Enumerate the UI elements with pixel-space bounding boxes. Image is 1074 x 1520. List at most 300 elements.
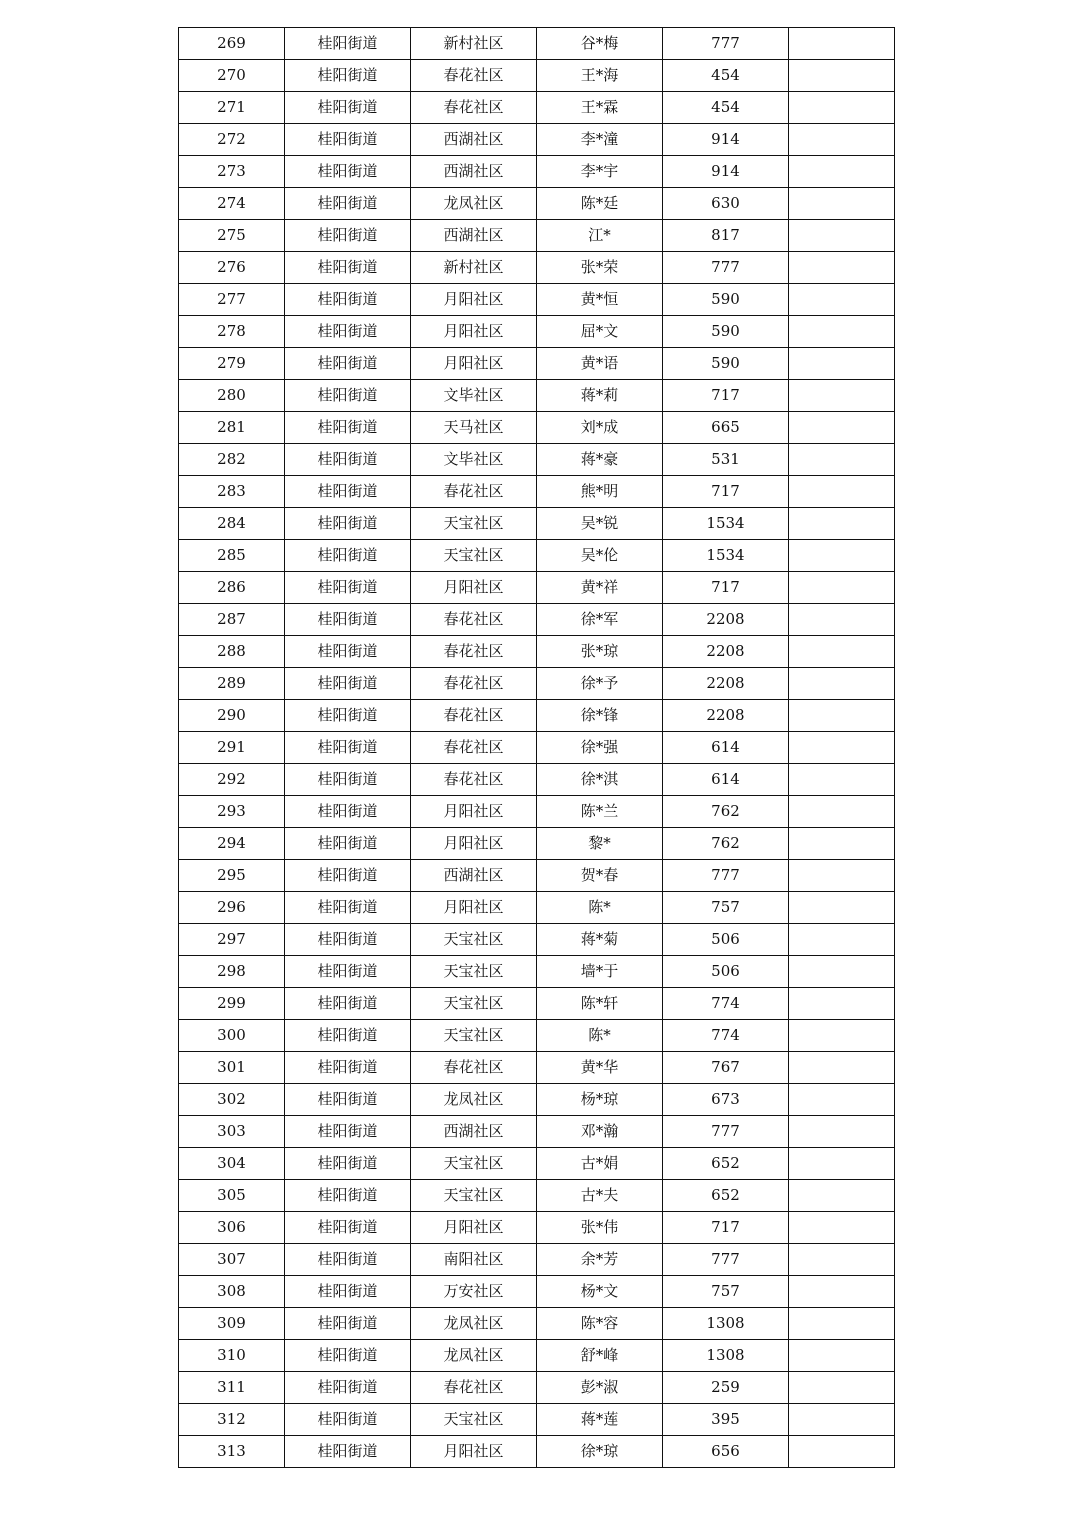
amount-cell: 590 bbox=[663, 316, 789, 348]
community-cell: 天宝社区 bbox=[411, 540, 537, 572]
name-cell: 蒋*莲 bbox=[537, 1404, 663, 1436]
name-cell: 徐*琼 bbox=[537, 1436, 663, 1468]
name-cell: 舒*峰 bbox=[537, 1340, 663, 1372]
table-row bbox=[179, 476, 895, 508]
table-row bbox=[179, 1404, 895, 1436]
amount-cell: 506 bbox=[663, 924, 789, 956]
remark-cell bbox=[789, 1084, 895, 1116]
amount-cell: 762 bbox=[663, 828, 789, 860]
remark-cell bbox=[789, 1180, 895, 1212]
remark-cell bbox=[789, 796, 895, 828]
name-cell: 徐*锋 bbox=[537, 700, 663, 732]
community-cell: 龙凤社区 bbox=[411, 1340, 537, 1372]
row-number-cell: 283 bbox=[179, 476, 285, 508]
community-cell: 新村社区 bbox=[411, 28, 537, 60]
community-cell: 春花社区 bbox=[411, 604, 537, 636]
row-number-cell: 276 bbox=[179, 252, 285, 284]
row-number-cell: 280 bbox=[179, 380, 285, 412]
table-row bbox=[179, 1372, 895, 1404]
table-row bbox=[179, 124, 895, 156]
remark-cell bbox=[789, 348, 895, 380]
amount-cell: 656 bbox=[663, 1436, 789, 1468]
street-cell: 桂阳街道 bbox=[285, 956, 411, 988]
community-cell: 春花社区 bbox=[411, 700, 537, 732]
community-cell: 春花社区 bbox=[411, 1372, 537, 1404]
community-cell: 西湖社区 bbox=[411, 220, 537, 252]
street-cell: 桂阳街道 bbox=[285, 252, 411, 284]
remark-cell bbox=[789, 988, 895, 1020]
remark-cell bbox=[789, 668, 895, 700]
community-cell: 文毕社区 bbox=[411, 444, 537, 476]
street-cell: 桂阳街道 bbox=[285, 1340, 411, 1372]
table-row bbox=[179, 1436, 895, 1468]
community-cell: 龙凤社区 bbox=[411, 1084, 537, 1116]
amount-cell: 2208 bbox=[663, 700, 789, 732]
amount-cell: 762 bbox=[663, 796, 789, 828]
amount-cell: 757 bbox=[663, 892, 789, 924]
table-row bbox=[179, 1020, 895, 1052]
name-cell: 徐*淇 bbox=[537, 764, 663, 796]
amount-cell: 1308 bbox=[663, 1308, 789, 1340]
name-cell: 黎* bbox=[537, 828, 663, 860]
row-number-cell: 307 bbox=[179, 1244, 285, 1276]
amount-cell: 777 bbox=[663, 28, 789, 60]
street-cell: 桂阳街道 bbox=[285, 796, 411, 828]
amount-cell: 817 bbox=[663, 220, 789, 252]
table-row bbox=[179, 636, 895, 668]
street-cell: 桂阳街道 bbox=[285, 1276, 411, 1308]
name-cell: 张*荣 bbox=[537, 252, 663, 284]
community-cell: 月阳社区 bbox=[411, 316, 537, 348]
amount-cell: 652 bbox=[663, 1180, 789, 1212]
name-cell: 墙*于 bbox=[537, 956, 663, 988]
remark-cell bbox=[789, 156, 895, 188]
street-cell: 桂阳街道 bbox=[285, 444, 411, 476]
table-row bbox=[179, 1180, 895, 1212]
street-cell: 桂阳街道 bbox=[285, 892, 411, 924]
name-cell: 蒋*莉 bbox=[537, 380, 663, 412]
name-cell: 贺*春 bbox=[537, 860, 663, 892]
name-cell: 熊*明 bbox=[537, 476, 663, 508]
name-cell: 张*伟 bbox=[537, 1212, 663, 1244]
row-number-cell: 284 bbox=[179, 508, 285, 540]
amount-cell: 630 bbox=[663, 188, 789, 220]
row-number-cell: 270 bbox=[179, 60, 285, 92]
community-cell: 天宝社区 bbox=[411, 956, 537, 988]
remark-cell bbox=[789, 412, 895, 444]
remark-cell bbox=[789, 1116, 895, 1148]
row-number-cell: 289 bbox=[179, 668, 285, 700]
community-cell: 龙凤社区 bbox=[411, 1308, 537, 1340]
table-row bbox=[179, 572, 895, 604]
street-cell: 桂阳街道 bbox=[285, 508, 411, 540]
table-row bbox=[179, 860, 895, 892]
table-row bbox=[179, 188, 895, 220]
row-number-cell: 303 bbox=[179, 1116, 285, 1148]
table-row bbox=[179, 1052, 895, 1084]
street-cell: 桂阳街道 bbox=[285, 764, 411, 796]
table-row bbox=[179, 604, 895, 636]
name-cell: 蒋*菊 bbox=[537, 924, 663, 956]
table-row bbox=[179, 956, 895, 988]
name-cell: 王*霖 bbox=[537, 92, 663, 124]
name-cell: 刘*成 bbox=[537, 412, 663, 444]
row-number-cell: 285 bbox=[179, 540, 285, 572]
street-cell: 桂阳街道 bbox=[285, 1180, 411, 1212]
remark-cell bbox=[789, 1212, 895, 1244]
remark-cell bbox=[789, 924, 895, 956]
street-cell: 桂阳街道 bbox=[285, 476, 411, 508]
row-number-cell: 271 bbox=[179, 92, 285, 124]
table-row bbox=[179, 540, 895, 572]
street-cell: 桂阳街道 bbox=[285, 1020, 411, 1052]
street-cell: 桂阳街道 bbox=[285, 28, 411, 60]
street-cell: 桂阳街道 bbox=[285, 412, 411, 444]
community-cell: 万安社区 bbox=[411, 1276, 537, 1308]
amount-cell: 665 bbox=[663, 412, 789, 444]
amount-cell: 757 bbox=[663, 1276, 789, 1308]
amount-cell: 914 bbox=[663, 156, 789, 188]
table-row bbox=[179, 1340, 895, 1372]
street-cell: 桂阳街道 bbox=[285, 540, 411, 572]
row-number-cell: 305 bbox=[179, 1180, 285, 1212]
amount-cell: 777 bbox=[663, 1244, 789, 1276]
community-cell: 春花社区 bbox=[411, 732, 537, 764]
name-cell: 黄*祥 bbox=[537, 572, 663, 604]
community-cell: 南阳社区 bbox=[411, 1244, 537, 1276]
name-cell: 徐*强 bbox=[537, 732, 663, 764]
amount-cell: 259 bbox=[663, 1372, 789, 1404]
row-number-cell: 309 bbox=[179, 1308, 285, 1340]
street-cell: 桂阳街道 bbox=[285, 348, 411, 380]
row-number-cell: 281 bbox=[179, 412, 285, 444]
name-cell: 陈*容 bbox=[537, 1308, 663, 1340]
row-number-cell: 304 bbox=[179, 1148, 285, 1180]
amount-cell: 2208 bbox=[663, 636, 789, 668]
community-cell: 天马社区 bbox=[411, 412, 537, 444]
amount-cell: 2208 bbox=[663, 604, 789, 636]
amount-cell: 1534 bbox=[663, 508, 789, 540]
community-cell: 天宝社区 bbox=[411, 924, 537, 956]
street-cell: 桂阳街道 bbox=[285, 1052, 411, 1084]
name-cell: 陈*轩 bbox=[537, 988, 663, 1020]
table-row bbox=[179, 668, 895, 700]
street-cell: 桂阳街道 bbox=[285, 1084, 411, 1116]
community-cell: 春花社区 bbox=[411, 92, 537, 124]
row-number-cell: 290 bbox=[179, 700, 285, 732]
remark-cell bbox=[789, 1020, 895, 1052]
table-row bbox=[179, 380, 895, 412]
name-cell: 陈* bbox=[537, 892, 663, 924]
remark-cell bbox=[789, 92, 895, 124]
table-row bbox=[179, 1116, 895, 1148]
table-row bbox=[179, 444, 895, 476]
remark-cell bbox=[789, 1052, 895, 1084]
street-cell: 桂阳街道 bbox=[285, 92, 411, 124]
name-cell: 古*娟 bbox=[537, 1148, 663, 1180]
street-cell: 桂阳街道 bbox=[285, 1404, 411, 1436]
street-cell: 桂阳街道 bbox=[285, 860, 411, 892]
remark-cell bbox=[789, 508, 895, 540]
data-sheet bbox=[178, 27, 894, 1468]
row-number-cell: 302 bbox=[179, 1084, 285, 1116]
remark-cell bbox=[789, 380, 895, 412]
street-cell: 桂阳街道 bbox=[285, 220, 411, 252]
amount-cell: 1308 bbox=[663, 1340, 789, 1372]
street-cell: 桂阳街道 bbox=[285, 316, 411, 348]
row-number-cell: 294 bbox=[179, 828, 285, 860]
row-number-cell: 293 bbox=[179, 796, 285, 828]
street-cell: 桂阳街道 bbox=[285, 156, 411, 188]
amount-cell: 454 bbox=[663, 60, 789, 92]
table-row bbox=[179, 1244, 895, 1276]
street-cell: 桂阳街道 bbox=[285, 380, 411, 412]
subsidy-table bbox=[178, 27, 895, 1468]
community-cell: 月阳社区 bbox=[411, 284, 537, 316]
community-cell: 天宝社区 bbox=[411, 988, 537, 1020]
name-cell: 谷*梅 bbox=[537, 28, 663, 60]
name-cell: 黄*华 bbox=[537, 1052, 663, 1084]
street-cell: 桂阳街道 bbox=[285, 1116, 411, 1148]
street-cell: 桂阳街道 bbox=[285, 124, 411, 156]
table-body bbox=[179, 28, 895, 1468]
row-number-cell: 306 bbox=[179, 1212, 285, 1244]
community-cell: 月阳社区 bbox=[411, 348, 537, 380]
table-row bbox=[179, 892, 895, 924]
amount-cell: 774 bbox=[663, 1020, 789, 1052]
remark-cell bbox=[789, 860, 895, 892]
remark-cell bbox=[789, 956, 895, 988]
amount-cell: 777 bbox=[663, 252, 789, 284]
community-cell: 西湖社区 bbox=[411, 124, 537, 156]
community-cell: 春花社区 bbox=[411, 668, 537, 700]
street-cell: 桂阳街道 bbox=[285, 1308, 411, 1340]
community-cell: 月阳社区 bbox=[411, 572, 537, 604]
street-cell: 桂阳街道 bbox=[285, 1372, 411, 1404]
amount-cell: 506 bbox=[663, 956, 789, 988]
amount-cell: 590 bbox=[663, 284, 789, 316]
row-number-cell: 297 bbox=[179, 924, 285, 956]
row-number-cell: 300 bbox=[179, 1020, 285, 1052]
row-number-cell: 311 bbox=[179, 1372, 285, 1404]
community-cell: 春花社区 bbox=[411, 636, 537, 668]
community-cell: 春花社区 bbox=[411, 60, 537, 92]
amount-cell: 774 bbox=[663, 988, 789, 1020]
table-row bbox=[179, 252, 895, 284]
street-cell: 桂阳街道 bbox=[285, 1148, 411, 1180]
remark-cell bbox=[789, 28, 895, 60]
remark-cell bbox=[789, 572, 895, 604]
row-number-cell: 295 bbox=[179, 860, 285, 892]
name-cell: 陈*廷 bbox=[537, 188, 663, 220]
amount-cell: 652 bbox=[663, 1148, 789, 1180]
remark-cell bbox=[789, 444, 895, 476]
community-cell: 西湖社区 bbox=[411, 1116, 537, 1148]
table-row bbox=[179, 732, 895, 764]
remark-cell bbox=[789, 1404, 895, 1436]
community-cell: 天宝社区 bbox=[411, 1020, 537, 1052]
amount-cell: 614 bbox=[663, 764, 789, 796]
name-cell: 张*琼 bbox=[537, 636, 663, 668]
amount-cell: 717 bbox=[663, 1212, 789, 1244]
community-cell: 月阳社区 bbox=[411, 796, 537, 828]
remark-cell bbox=[789, 252, 895, 284]
community-cell: 月阳社区 bbox=[411, 828, 537, 860]
amount-cell: 614 bbox=[663, 732, 789, 764]
street-cell: 桂阳街道 bbox=[285, 668, 411, 700]
remark-cell bbox=[789, 316, 895, 348]
street-cell: 桂阳街道 bbox=[285, 604, 411, 636]
remark-cell bbox=[789, 604, 895, 636]
table-row bbox=[179, 1276, 895, 1308]
remark-cell bbox=[789, 732, 895, 764]
street-cell: 桂阳街道 bbox=[285, 700, 411, 732]
row-number-cell: 310 bbox=[179, 1340, 285, 1372]
row-number-cell: 287 bbox=[179, 604, 285, 636]
remark-cell bbox=[789, 476, 895, 508]
street-cell: 桂阳街道 bbox=[285, 732, 411, 764]
name-cell: 江* bbox=[537, 220, 663, 252]
community-cell: 春花社区 bbox=[411, 1052, 537, 1084]
name-cell: 陈* bbox=[537, 1020, 663, 1052]
remark-cell bbox=[789, 636, 895, 668]
remark-cell bbox=[789, 1340, 895, 1372]
name-cell: 余*芳 bbox=[537, 1244, 663, 1276]
table-row bbox=[179, 764, 895, 796]
community-cell: 月阳社区 bbox=[411, 892, 537, 924]
community-cell: 月阳社区 bbox=[411, 1212, 537, 1244]
row-number-cell: 312 bbox=[179, 1404, 285, 1436]
amount-cell: 395 bbox=[663, 1404, 789, 1436]
remark-cell bbox=[789, 1148, 895, 1180]
name-cell: 屈*文 bbox=[537, 316, 663, 348]
table-row bbox=[179, 700, 895, 732]
remark-cell bbox=[789, 1308, 895, 1340]
amount-cell: 531 bbox=[663, 444, 789, 476]
remark-cell bbox=[789, 700, 895, 732]
name-cell: 徐*军 bbox=[537, 604, 663, 636]
community-cell: 天宝社区 bbox=[411, 1404, 537, 1436]
amount-cell: 2208 bbox=[663, 668, 789, 700]
name-cell: 黄*语 bbox=[537, 348, 663, 380]
table-row bbox=[179, 92, 895, 124]
table-row bbox=[179, 924, 895, 956]
remark-cell bbox=[789, 188, 895, 220]
amount-cell: 777 bbox=[663, 860, 789, 892]
street-cell: 桂阳街道 bbox=[285, 636, 411, 668]
community-cell: 春花社区 bbox=[411, 476, 537, 508]
table-row bbox=[179, 988, 895, 1020]
table-row bbox=[179, 220, 895, 252]
street-cell: 桂阳街道 bbox=[285, 828, 411, 860]
name-cell: 邓*瀚 bbox=[537, 1116, 663, 1148]
amount-cell: 717 bbox=[663, 572, 789, 604]
street-cell: 桂阳街道 bbox=[285, 1244, 411, 1276]
street-cell: 桂阳街道 bbox=[285, 60, 411, 92]
name-cell: 徐*予 bbox=[537, 668, 663, 700]
table-row bbox=[179, 412, 895, 444]
name-cell: 蒋*豪 bbox=[537, 444, 663, 476]
row-number-cell: 301 bbox=[179, 1052, 285, 1084]
row-number-cell: 286 bbox=[179, 572, 285, 604]
table-row bbox=[179, 1084, 895, 1116]
row-number-cell: 278 bbox=[179, 316, 285, 348]
street-cell: 桂阳街道 bbox=[285, 284, 411, 316]
amount-cell: 590 bbox=[663, 348, 789, 380]
row-number-cell: 279 bbox=[179, 348, 285, 380]
name-cell: 黄*恒 bbox=[537, 284, 663, 316]
street-cell: 桂阳街道 bbox=[285, 1436, 411, 1468]
row-number-cell: 274 bbox=[179, 188, 285, 220]
amount-cell: 454 bbox=[663, 92, 789, 124]
remark-cell bbox=[789, 1244, 895, 1276]
remark-cell bbox=[789, 540, 895, 572]
amount-cell: 717 bbox=[663, 476, 789, 508]
row-number-cell: 275 bbox=[179, 220, 285, 252]
amount-cell: 673 bbox=[663, 1084, 789, 1116]
row-number-cell: 313 bbox=[179, 1436, 285, 1468]
row-number-cell: 288 bbox=[179, 636, 285, 668]
row-number-cell: 272 bbox=[179, 124, 285, 156]
table-row bbox=[179, 156, 895, 188]
table-row bbox=[179, 508, 895, 540]
row-number-cell: 291 bbox=[179, 732, 285, 764]
street-cell: 桂阳街道 bbox=[285, 988, 411, 1020]
community-cell: 天宝社区 bbox=[411, 1148, 537, 1180]
remark-cell bbox=[789, 764, 895, 796]
table-row bbox=[179, 1148, 895, 1180]
remark-cell bbox=[789, 284, 895, 316]
community-cell: 月阳社区 bbox=[411, 1436, 537, 1468]
row-number-cell: 282 bbox=[179, 444, 285, 476]
community-cell: 龙凤社区 bbox=[411, 188, 537, 220]
remark-cell bbox=[789, 1372, 895, 1404]
name-cell: 李*宇 bbox=[537, 156, 663, 188]
community-cell: 天宝社区 bbox=[411, 508, 537, 540]
name-cell: 陈*兰 bbox=[537, 796, 663, 828]
community-cell: 文毕社区 bbox=[411, 380, 537, 412]
street-cell: 桂阳街道 bbox=[285, 188, 411, 220]
name-cell: 王*海 bbox=[537, 60, 663, 92]
street-cell: 桂阳街道 bbox=[285, 924, 411, 956]
remark-cell bbox=[789, 60, 895, 92]
remark-cell bbox=[789, 1436, 895, 1468]
table-row bbox=[179, 1212, 895, 1244]
name-cell: 杨*琼 bbox=[537, 1084, 663, 1116]
remark-cell bbox=[789, 124, 895, 156]
amount-cell: 1534 bbox=[663, 540, 789, 572]
table-row bbox=[179, 348, 895, 380]
name-cell: 吴*锐 bbox=[537, 508, 663, 540]
remark-cell bbox=[789, 1276, 895, 1308]
remark-cell bbox=[789, 220, 895, 252]
remark-cell bbox=[789, 828, 895, 860]
row-number-cell: 296 bbox=[179, 892, 285, 924]
table-row bbox=[179, 828, 895, 860]
table-row bbox=[179, 1308, 895, 1340]
name-cell: 彭*淑 bbox=[537, 1372, 663, 1404]
name-cell: 吴*伦 bbox=[537, 540, 663, 572]
table-row bbox=[179, 796, 895, 828]
amount-cell: 914 bbox=[663, 124, 789, 156]
amount-cell: 777 bbox=[663, 1116, 789, 1148]
row-number-cell: 277 bbox=[179, 284, 285, 316]
row-number-cell: 273 bbox=[179, 156, 285, 188]
name-cell: 杨*文 bbox=[537, 1276, 663, 1308]
community-cell: 新村社区 bbox=[411, 252, 537, 284]
table-row bbox=[179, 284, 895, 316]
amount-cell: 717 bbox=[663, 380, 789, 412]
